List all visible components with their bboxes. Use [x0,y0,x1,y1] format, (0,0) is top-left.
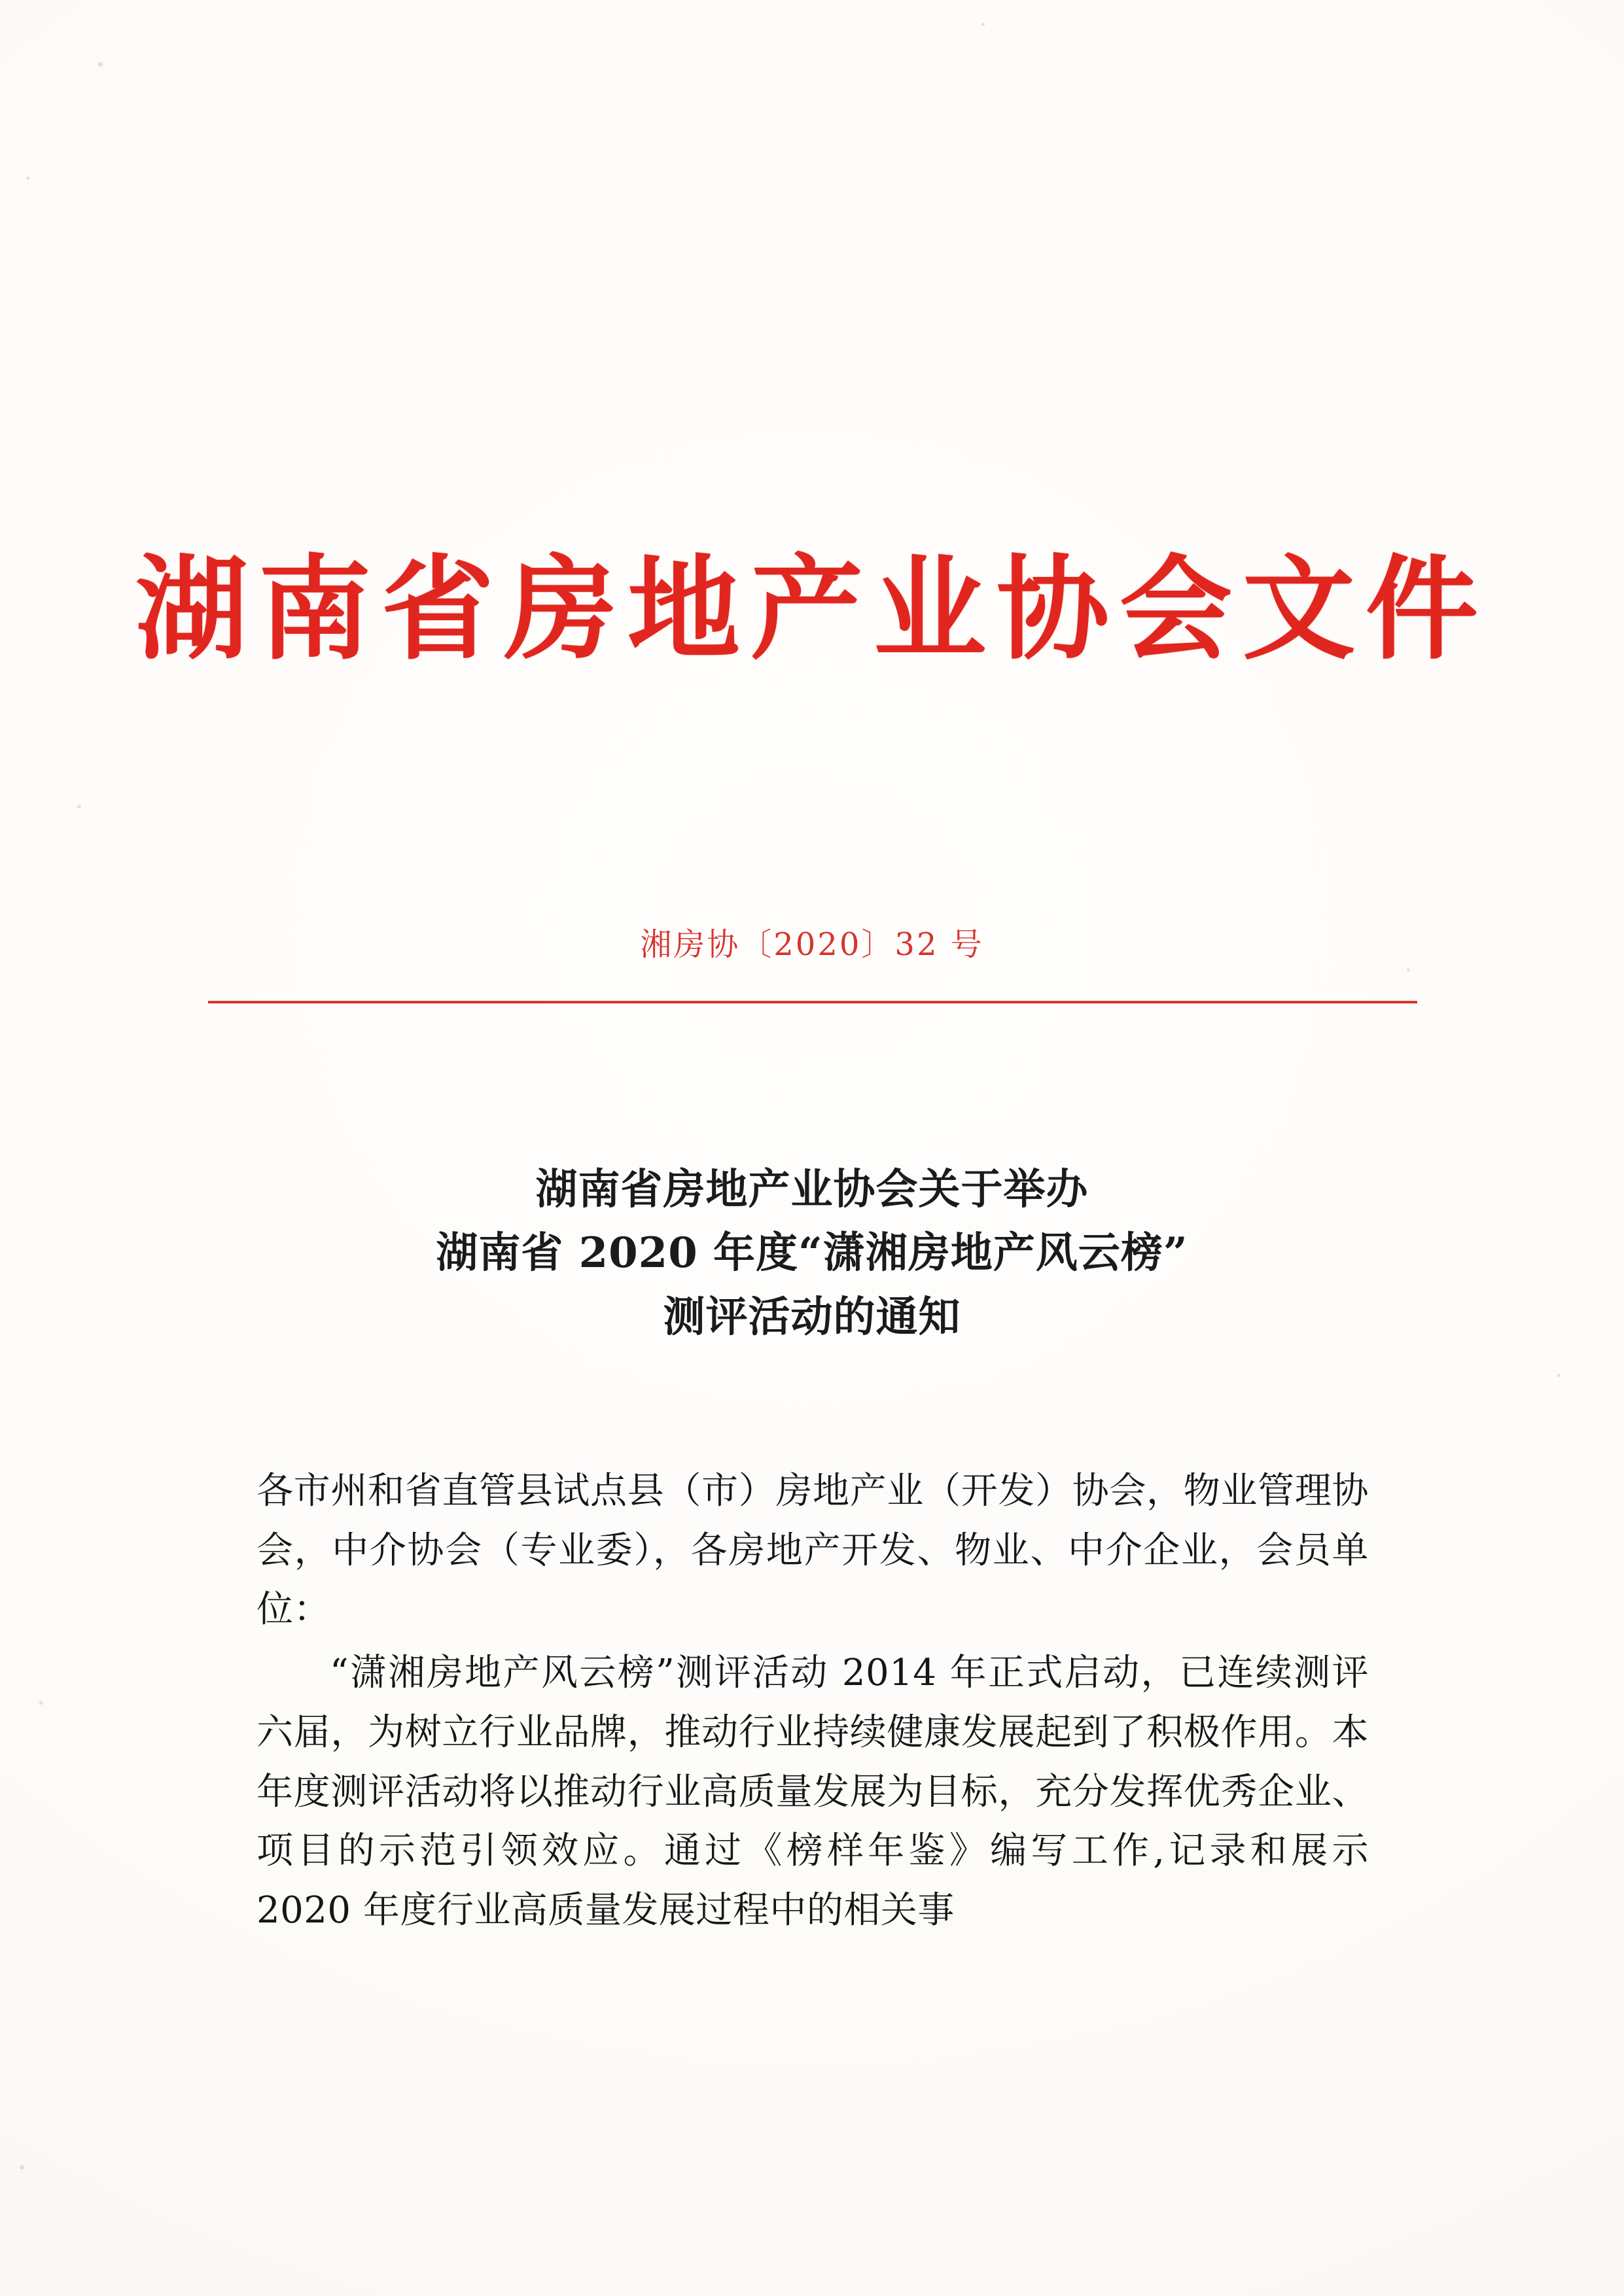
title-line-1: 湖南省房地产业协会关于举办 [535,1165,1089,1214]
document-number: 湘房协〔2020〕32 号 [640,926,984,963]
document-title [0,1158,1624,1349]
paragraph-addressees: 各市州和省直管县试点县（市）房地产业（开发）协会，物业管理协会，中介协会（专业委），各房地产开发、物业、中介企业，会员单位： [256,1470,1369,1631]
red-divider-rule [208,1001,1417,1003]
title-line-2: 湖南省 2020 年度“潇湘房地产风云榜” [436,1228,1188,1278]
document-masthead: 湖南省房地产业协会文件 [135,542,1489,675]
title-line-3: 测评活动的通知 [663,1292,961,1342]
paragraph-intro: “潇湘房地产风云榜”测评活动 2014 年正式启动，已连续测评六届，为树立行业品牌，推动行业持续健康发展起到了积极作用。本年度测评活动将以推动行业高质量发展为目标，充分发挥优秀企业、项目的示范引领效应。通过《榜样年鉴》编写工作,记录和展示 2020 年度行业高质量发展过程中的相关事 [256,1652,1369,1932]
document-body-text [256,1462,1369,1945]
